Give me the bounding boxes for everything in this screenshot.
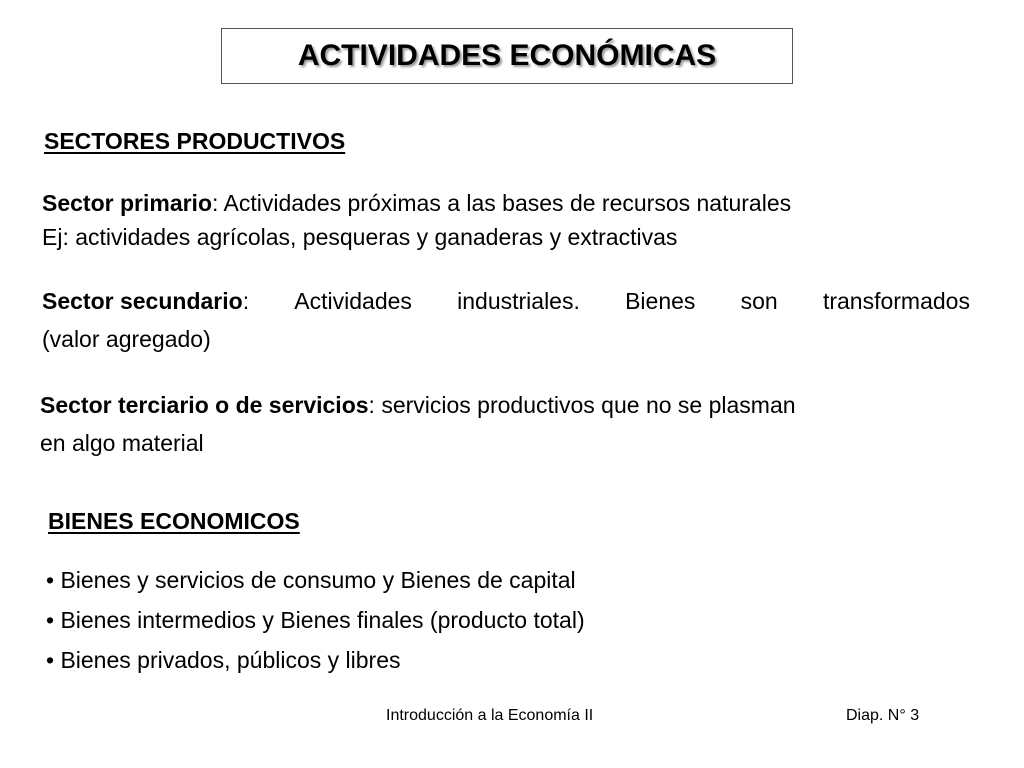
sector-terciario-label: Sector terciario o de servicios <box>40 392 369 418</box>
sector-primario-text: : Actividades próximas a las bases de recursos naturales <box>212 190 792 216</box>
slide-title: ACTIVIDADES ECONÓMICAS <box>297 39 717 72</box>
sector-secundario-lead <box>42 282 249 320</box>
sector-primario-line1 <box>42 186 791 220</box>
sector-primario-label: Sector primario <box>42 190 212 216</box>
sectores-heading: SECTORES PRODUCTIVOS <box>44 128 346 154</box>
list-item: • Bienes y servicios de consumo y Bienes de capital <box>46 567 576 593</box>
sector-terciario-line2: en algo material <box>40 430 204 456</box>
sector-secundario-word: son <box>740 288 778 314</box>
sector-secundario-label: Sector secundario <box>42 288 243 314</box>
footer-slide-number: Diap. N° 3 <box>846 707 920 724</box>
sector-terciario-line1 <box>40 386 796 424</box>
footer-course: Introducción a la Economía II <box>386 707 594 724</box>
sector-secundario-word: transformados <box>822 288 970 314</box>
list-item: • Bienes privados, públicos y libres <box>46 647 401 673</box>
sector-secundario-line1 <box>42 282 970 320</box>
sector-secundario-word: Actividades <box>294 288 412 314</box>
sector-secundario-word: : <box>242 288 250 314</box>
list-item: • Bienes intermedios y Bienes finales (producto total) <box>46 607 585 633</box>
sector-secundario <box>42 282 970 358</box>
bienes-list <box>46 560 585 680</box>
sector-terciario-text: : servicios productivos que no se plasman <box>368 392 796 418</box>
sector-primario-line2: Ej: actividades agrícolas, pesqueras y ganaderas y extractivas <box>42 224 678 250</box>
sector-primario <box>42 186 791 254</box>
sector-secundario-word: Bienes <box>625 288 696 314</box>
bienes-heading: BIENES ECONOMICOS <box>48 508 300 534</box>
sector-secundario-line2: (valor agregado) <box>42 326 211 352</box>
sector-terciario <box>40 386 796 462</box>
sector-secundario-word: industriales. <box>457 288 580 314</box>
title-box <box>221 28 793 84</box>
